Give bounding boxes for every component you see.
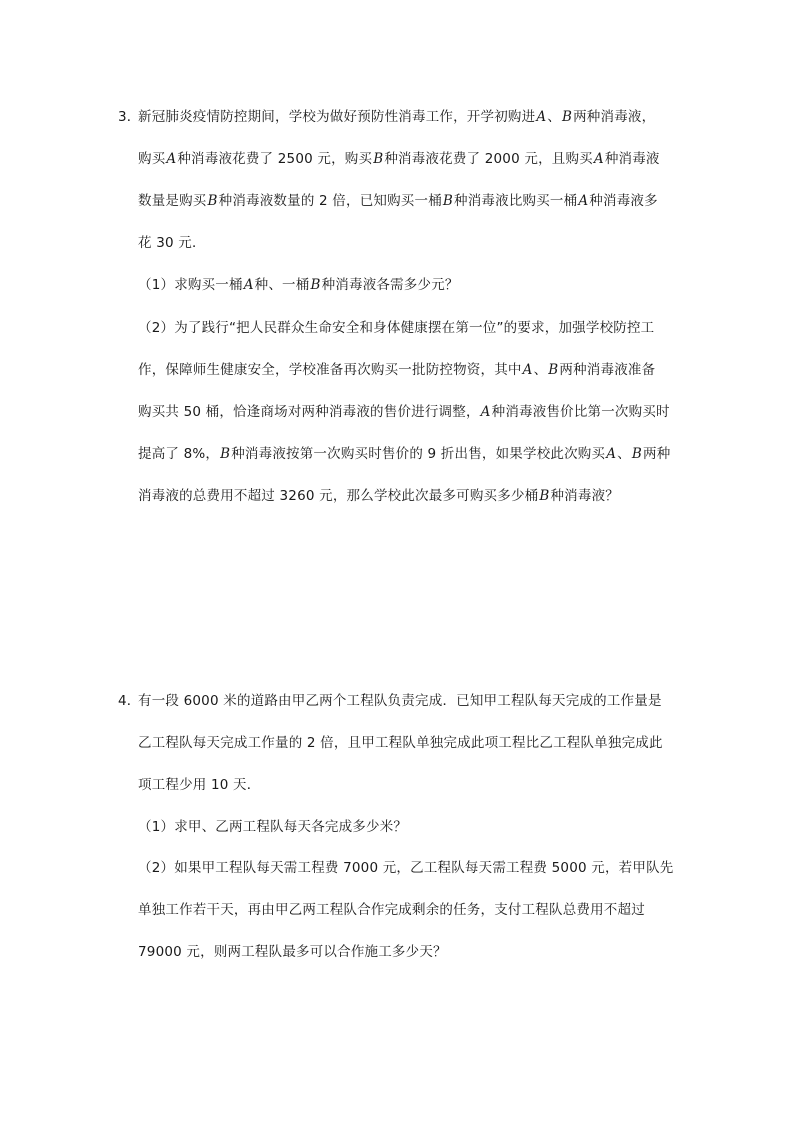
q4-part-2-line-2: 单独工作若干天，再由甲乙两工程队合作完成剩余的任务，支付工程队总费用不超过 <box>138 902 645 918</box>
q3-part-2-line-1: （2）为了践行“把人民群众生命安全和身体健康摆在第一位”的要求，加强学校防控工 <box>138 320 655 336</box>
var-b: B <box>539 488 550 504</box>
q4-part-2-line-3: 79000 元，则两工程队最多可以合作施工多少天？ <box>138 944 447 960</box>
var-b: B <box>310 277 321 293</box>
q3-number: 3． <box>118 109 141 125</box>
var-a: A <box>593 151 604 167</box>
q4-part-1: （1）求甲、乙两工程队每天各完成多少米？ <box>138 819 408 835</box>
var-b: B <box>561 109 573 125</box>
q3-line-3: 数量是购买B种消毒液数量的 2 倍，已知购买一桶B种消毒液比购买一桶A种消毒液多 <box>138 193 658 209</box>
q3-line-2: 购买A种消毒液花费了 2500 元，购买B种消毒液花费了 2000 元，且购买A种消毒液 <box>138 151 660 167</box>
q4-line-2: 乙工程队每天完成工作量的 2 倍，且甲工程队单独完成此项工程比乙工程队单独完成此 <box>138 735 663 751</box>
q4-line-3: 项工程少用 10 天． <box>138 777 261 793</box>
q4-number: 4． <box>118 693 141 709</box>
q3-line-4: 花 30 元． <box>138 235 206 251</box>
q3-part-1: （1）求购买一桶A种、一桶B种消毒液各需多少元？ <box>138 277 459 293</box>
var-a: A <box>480 404 491 420</box>
var-a: A <box>522 362 533 378</box>
q4-line-1: 4．有一段 6000 米的道路由甲乙两个工程队负责完成．已知甲工程队每天完成的工作量是 <box>118 693 662 709</box>
var-a: A <box>606 446 617 462</box>
var-a: A <box>536 109 547 125</box>
var-b: B <box>373 151 384 167</box>
var-a: A <box>243 277 254 293</box>
var-b: B <box>442 193 454 209</box>
q3-part-2-line-3: 购买共 50 桶，恰逢商场对两种消毒液的售价进行调整，A种消毒液售价比第一次购买时 <box>138 404 670 420</box>
var-a: A <box>166 151 177 167</box>
var-b: B <box>548 362 559 378</box>
q3-part-2-line-2: 作，保障师生健康安全，学校准备再次购买一批防控物资，其中A、B两种消毒液准备 <box>138 362 656 378</box>
var-b: B <box>220 446 231 462</box>
q3-part-2-line-5: 消毒液的总费用不超过 3260 元，那么学校此次最多可购买多少桶B种消毒液？ <box>138 488 619 504</box>
var-a: A <box>578 193 589 209</box>
q4-part-2-line-1: （2）如果甲工程队每天需工程费 7000 元，乙工程队每天需工程费 5000 元，若甲队先 <box>138 860 674 876</box>
q3-part-2-line-4: 提高了 8%，B种消毒液按第一次购买时售价的 9 折出售，如果学校此次购买A、B两种 <box>138 446 671 462</box>
q3-line-1: 3．新冠肺炎疫情防控期间，学校为做好预防性消毒工作，开学初购进A、B两种消毒液， <box>118 109 656 125</box>
var-b: B <box>207 193 218 209</box>
var-b: B <box>631 446 642 462</box>
